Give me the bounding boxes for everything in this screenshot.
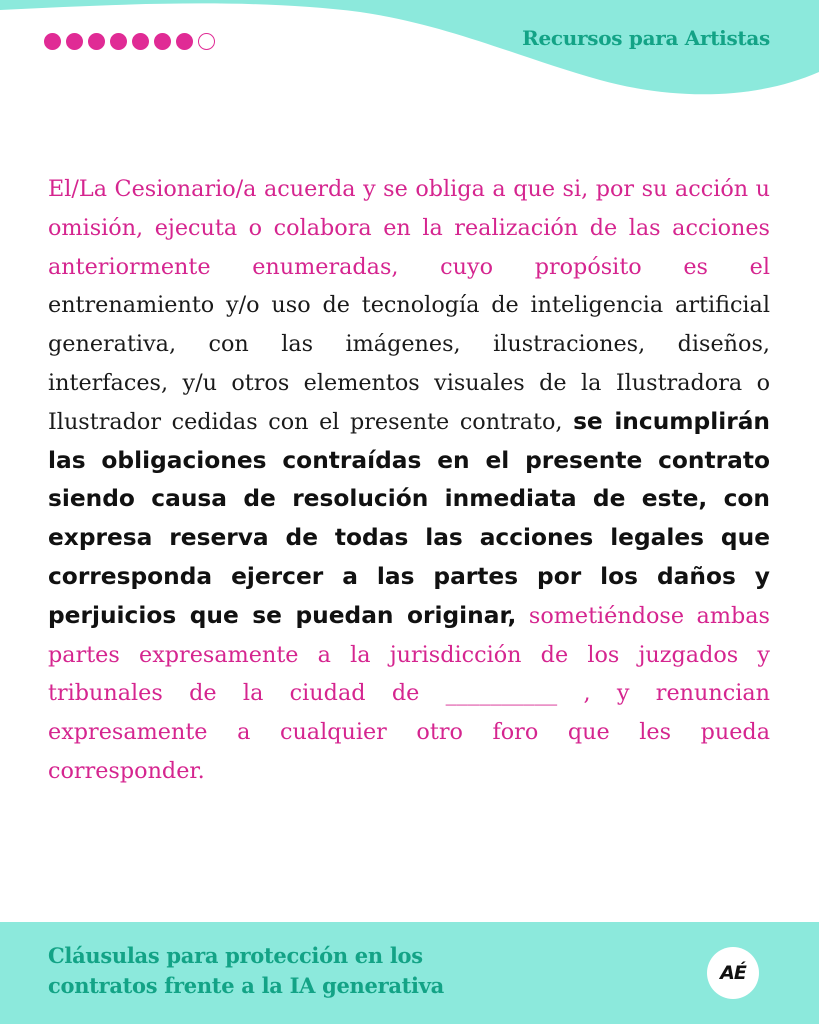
page-dot-4 <box>110 33 127 50</box>
clause-text <box>48 170 770 791</box>
clause-part-2: entrenamiento y/o uso de tecnología de inteligencia artificial generativa, con las imágenes, ilustraciones, diseños, interfaces, y/u otros elementos visuales de la Ilustradora o Ilustrador cedidas con el presente contrato, <box>48 292 770 435</box>
clause-part-1: El/La Cesionario/a acuerda y se obliga a que si, por su acción u omisión, ejecuta o colabora en la realización de las acciones anteriormente enumeradas, cuyo propósito es el <box>48 176 770 280</box>
header-wave-background <box>0 0 819 110</box>
footer-title <box>48 941 608 1001</box>
page-indicator <box>44 33 215 50</box>
page-dot-7 <box>176 33 193 50</box>
page-dot-6 <box>154 33 171 50</box>
footer-band <box>0 922 819 1024</box>
footer-title-line-2: contratos frente a la IA generativa <box>48 973 444 998</box>
page-dot-2 <box>66 33 83 50</box>
page-dot-1 <box>44 33 61 50</box>
brand-title: Recursos para Artistas <box>522 26 770 50</box>
clause-part-4: sometiéndose ambas partes expresamente a la jurisdicción de los juzgados y tribunales de la ciudad de __________ , y renuncian expresamente a cualquier otro foro que les pueda corresponder. <box>48 602 770 784</box>
page-dot-8-current <box>198 33 215 50</box>
clause-part-3-emphasis: se incumplirán las obligaciones contraídas en el presente contrato siendo causa de resolución inmediata de este, con expresa reserva de todas las acciones legales que corresponda ejercer a las partes por los daños y perjuicios que se puedan originar, <box>48 407 771 629</box>
ae-logo: AÉ <box>707 947 759 999</box>
footer-title-line-1: Cláusulas para protección en los <box>48 943 423 968</box>
page-dot-3 <box>88 33 105 50</box>
page-dot-5 <box>132 33 149 50</box>
